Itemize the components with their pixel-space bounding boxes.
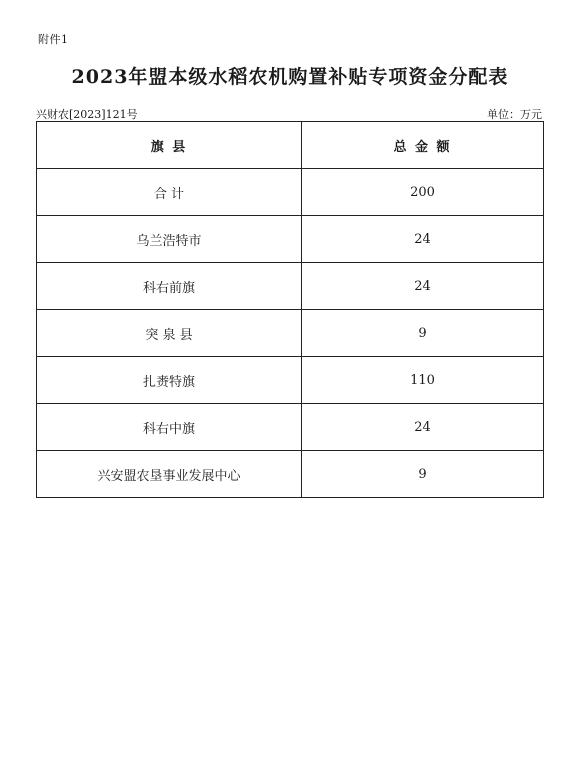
- amount-cell: 24: [302, 404, 544, 451]
- table-row: [37, 404, 544, 451]
- amount-cell: 24: [302, 263, 544, 310]
- amount-cell: 200: [302, 169, 544, 216]
- county-cell: 突 泉 县: [37, 310, 302, 357]
- county-cell: 乌兰浩特市: [37, 216, 302, 263]
- meta-row: [36, 106, 542, 122]
- table-header-row: [37, 122, 544, 169]
- document-number: 兴财农[2023]121号: [36, 108, 138, 121]
- amount-cell: 9: [302, 310, 544, 357]
- table-row: [37, 357, 544, 404]
- table-row: [37, 310, 544, 357]
- county-cell: 科右中旗: [37, 404, 302, 451]
- county-cell: 合 计: [37, 169, 302, 216]
- allocation-table: [36, 121, 544, 498]
- table-row: [37, 263, 544, 310]
- table-row: [37, 451, 544, 498]
- county-cell: 兴安盟农垦事业发展中心: [37, 451, 302, 498]
- table-row: [37, 216, 544, 263]
- amount-cell: 9: [302, 451, 544, 498]
- amount-cell: 110: [302, 357, 544, 404]
- unit-label: 单位：万元: [487, 108, 542, 121]
- document-title: 2023年盟本级水稻农机购置补贴专项资金分配表: [71, 66, 509, 88]
- county-cell: 扎赉特旗: [37, 357, 302, 404]
- table-row: [37, 169, 544, 216]
- county-cell: 科右前旗: [37, 263, 302, 310]
- column-header-amount: 总 金 额: [302, 122, 544, 169]
- amount-cell: 24: [302, 216, 544, 263]
- column-header-county: 旗 县: [37, 122, 302, 169]
- attachment-label: 附件1: [38, 33, 69, 46]
